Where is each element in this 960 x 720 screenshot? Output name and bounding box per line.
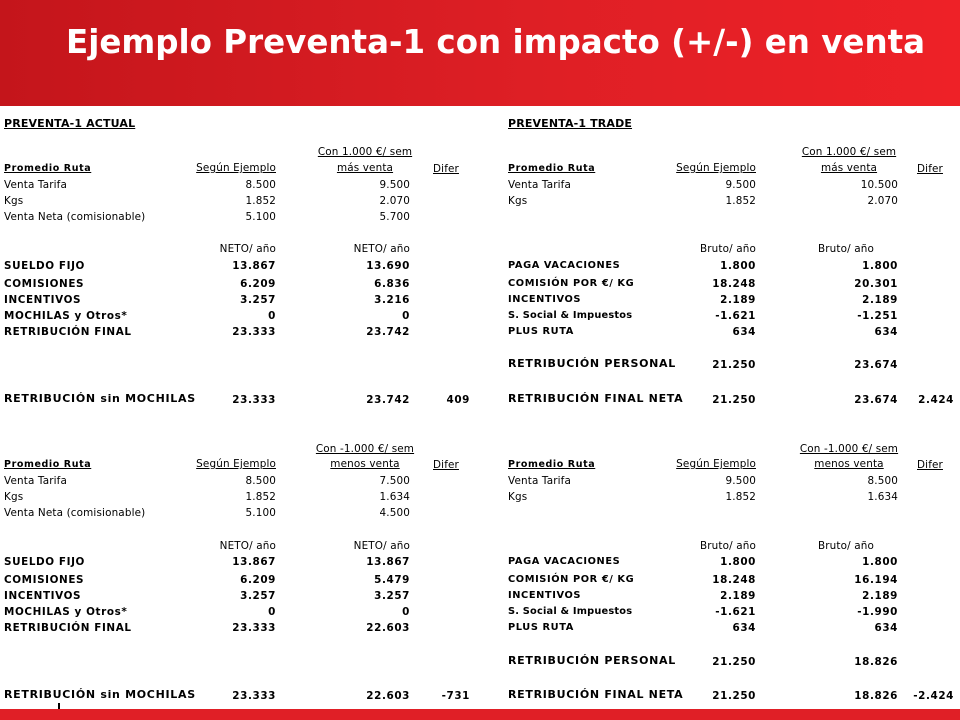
cell-value: 1.852 bbox=[245, 195, 276, 207]
row-label: INCENTIVOS bbox=[4, 294, 82, 306]
col-header-segun-ejemplo: Según Ejemplo bbox=[676, 458, 756, 470]
row-label: RETRIBUCIÓN FINAL bbox=[4, 326, 132, 338]
cell-value: 1.852 bbox=[725, 491, 756, 503]
difference-value: 2.424 bbox=[918, 394, 954, 406]
row-header-promedio-ruta: Promedio Ruta bbox=[508, 459, 596, 470]
row-label: Venta Neta (comisionable) bbox=[4, 507, 146, 519]
row-label: Kgs bbox=[508, 195, 528, 207]
personal-label: RETRIBUCIÓN PERSONAL bbox=[508, 357, 676, 370]
row-label: COMISIONES bbox=[4, 278, 85, 290]
cell-value: 18.248 bbox=[712, 574, 756, 586]
cell-value: 13.690 bbox=[366, 260, 410, 272]
cell-value: 22.603 bbox=[366, 622, 410, 634]
personal-label: RETRIBUCIÓN PERSONAL bbox=[508, 654, 676, 667]
col-header-bruto: Bruto/ año bbox=[699, 540, 756, 552]
total-label: RETRIBUCIÓN sin MOCHILAS bbox=[4, 688, 196, 701]
cell-value: 16.194 bbox=[854, 574, 898, 586]
cell-value: 18.248 bbox=[712, 278, 756, 290]
col-header-scenario-line2: menos venta bbox=[330, 458, 400, 470]
row-label: Venta Tarifa bbox=[508, 179, 571, 191]
cell-value: 1.852 bbox=[245, 491, 276, 503]
cell-value: 10.500 bbox=[860, 179, 898, 191]
row-label: MOCHILAS y Otros* bbox=[4, 310, 128, 322]
cell-value: 23.333 bbox=[232, 622, 276, 634]
cell-value: 2.070 bbox=[867, 195, 898, 207]
total-value: 22.603 bbox=[366, 690, 410, 702]
cell-value: -1.621 bbox=[715, 310, 756, 322]
col-header-difer: Difer bbox=[917, 459, 943, 471]
row-label: Venta Neta (comisionable) bbox=[4, 211, 146, 223]
col-header-segun-ejemplo: Según Ejemplo bbox=[196, 162, 276, 174]
total-value: 23.333 bbox=[232, 394, 276, 406]
cell-value: 634 bbox=[874, 622, 898, 634]
cell-value: 1.800 bbox=[720, 556, 756, 568]
bottom-band bbox=[0, 709, 960, 720]
cell-value: 2.189 bbox=[862, 294, 898, 306]
cell-value: 2.189 bbox=[720, 294, 756, 306]
cell-value: 6.836 bbox=[374, 278, 410, 290]
cell-value: 9.500 bbox=[379, 179, 410, 191]
row-label: COMISIÓN POR €/ KG bbox=[508, 574, 635, 585]
row-label: INCENTIVOS bbox=[508, 590, 582, 601]
cell-value: -1.251 bbox=[857, 310, 898, 322]
cell-value: 3.257 bbox=[240, 590, 276, 602]
cell-value: 1.634 bbox=[867, 491, 898, 503]
col-header-neto: NETO/ año bbox=[353, 243, 410, 255]
col-header-bruto: Bruto/ año bbox=[699, 243, 756, 255]
col-header-neto: NETO/ año bbox=[353, 540, 410, 552]
col-header-bruto: Bruto/ año bbox=[817, 540, 874, 552]
total-value: 23.742 bbox=[366, 394, 410, 406]
cell-value: 2.070 bbox=[379, 195, 410, 207]
cell-value: 6.209 bbox=[240, 574, 276, 586]
col-header-difer: Difer bbox=[433, 163, 459, 175]
cell-value: 5.100 bbox=[245, 507, 276, 519]
row-header-promedio-ruta: Promedio Ruta bbox=[4, 163, 92, 174]
col-header-scenario-line2: más venta bbox=[336, 162, 394, 174]
cell-value: 634 bbox=[732, 326, 756, 338]
cell-value: 1.852 bbox=[725, 195, 756, 207]
row-label: INCENTIVOS bbox=[508, 294, 582, 305]
cell-value: 2.189 bbox=[720, 590, 756, 602]
col-header-difer: Difer bbox=[433, 459, 459, 471]
cell-value: 634 bbox=[874, 326, 898, 338]
personal-value: 18.826 bbox=[854, 656, 898, 668]
row-label: SUELDO FIJO bbox=[4, 260, 85, 272]
cell-value: 9.500 bbox=[725, 475, 756, 487]
total-value: 21.250 bbox=[712, 394, 756, 406]
cell-value: 4.500 bbox=[379, 507, 410, 519]
slide-title: Ejemplo Preventa-1 con impacto (+/-) en venta bbox=[66, 23, 926, 61]
cell-value: 3.257 bbox=[374, 590, 410, 602]
cell-value: 23.333 bbox=[232, 326, 276, 338]
row-label: SUELDO FIJO bbox=[4, 556, 85, 568]
row-label: PLUS RUTA bbox=[508, 326, 574, 337]
row-label: COMISIÓN POR €/ KG bbox=[508, 278, 635, 289]
cell-value: 5.100 bbox=[245, 211, 276, 223]
col-header-neto: NETO/ año bbox=[219, 243, 276, 255]
total-value: 18.826 bbox=[854, 690, 898, 702]
col-header-scenario-line1: Con -1.000 €/ sem bbox=[799, 443, 899, 455]
personal-value: 23.674 bbox=[854, 359, 898, 371]
total-value: 23.674 bbox=[854, 394, 898, 406]
total-value: 23.333 bbox=[232, 690, 276, 702]
difference-value: 409 bbox=[446, 394, 470, 406]
row-label: PLUS RUTA bbox=[508, 622, 574, 633]
cell-value: 5.479 bbox=[374, 574, 410, 586]
row-label: COMISIONES bbox=[4, 574, 85, 586]
row-label: Kgs bbox=[4, 195, 24, 207]
difference-value: -731 bbox=[441, 690, 470, 702]
col-header-segun-ejemplo: Según Ejemplo bbox=[196, 458, 276, 470]
total-value: 21.250 bbox=[712, 690, 756, 702]
row-label: Kgs bbox=[4, 491, 24, 503]
total-label: RETRIBUCIÓN FINAL NETA bbox=[508, 688, 684, 701]
col-header-segun-ejemplo: Según Ejemplo bbox=[676, 162, 756, 174]
total-label: RETRIBUCIÓN FINAL NETA bbox=[508, 392, 684, 405]
col-header-scenario-line1: Con -1.000 €/ sem bbox=[315, 443, 415, 455]
cell-value: 23.742 bbox=[366, 326, 410, 338]
cell-value: 1.800 bbox=[862, 260, 898, 272]
cell-value: 6.209 bbox=[240, 278, 276, 290]
cell-value: 13.867 bbox=[366, 556, 410, 568]
cell-value: 3.257 bbox=[240, 294, 276, 306]
col-header-scenario-line1: Con 1.000 €/ sem bbox=[801, 146, 897, 158]
cell-value: 13.867 bbox=[232, 260, 276, 272]
row-label: INCENTIVOS bbox=[4, 590, 82, 602]
personal-value: 21.250 bbox=[712, 656, 756, 668]
cell-value: 8.500 bbox=[867, 475, 898, 487]
cell-value: 8.500 bbox=[245, 475, 276, 487]
col-header-difer: Difer bbox=[917, 163, 943, 175]
cell-value: 0 bbox=[402, 606, 410, 618]
cell-value: 3.216 bbox=[374, 294, 410, 306]
cell-value: 20.301 bbox=[854, 278, 898, 290]
cell-value: 0 bbox=[268, 606, 276, 618]
col-header-bruto: Bruto/ año bbox=[817, 243, 874, 255]
section-title-actual: PREVENTA-1 ACTUAL bbox=[4, 117, 136, 130]
cell-value: 1.800 bbox=[720, 260, 756, 272]
row-label: MOCHILAS y Otros* bbox=[4, 606, 128, 618]
row-label: PAGA VACACIONES bbox=[508, 556, 621, 567]
cell-value: 0 bbox=[402, 310, 410, 322]
cell-value: 1.800 bbox=[862, 556, 898, 568]
cell-value: 634 bbox=[732, 622, 756, 634]
row-label: S. Social & Impuestos bbox=[508, 310, 633, 321]
cell-value: 7.500 bbox=[379, 475, 410, 487]
row-header-promedio-ruta: Promedio Ruta bbox=[4, 459, 92, 470]
col-header-scenario-line1: Con 1.000 €/ sem bbox=[317, 146, 413, 158]
cell-value: 8.500 bbox=[245, 179, 276, 191]
col-header-scenario-line2: menos venta bbox=[814, 458, 884, 470]
col-header-neto: NETO/ año bbox=[219, 540, 276, 552]
row-label: Kgs bbox=[508, 491, 528, 503]
cell-value: 13.867 bbox=[232, 556, 276, 568]
row-header-promedio-ruta: Promedio Ruta bbox=[508, 163, 596, 174]
row-label: Venta Tarifa bbox=[4, 179, 67, 191]
cell-value: 5.700 bbox=[379, 211, 410, 223]
cell-value: -1.990 bbox=[857, 606, 898, 618]
cell-value: 2.189 bbox=[862, 590, 898, 602]
cell-value: 0 bbox=[268, 310, 276, 322]
row-label: Venta Tarifa bbox=[508, 475, 571, 487]
row-label: Venta Tarifa bbox=[4, 475, 67, 487]
section-title-trade: PREVENTA-1 TRADE bbox=[508, 117, 633, 130]
cell-value: 1.634 bbox=[379, 491, 410, 503]
difference-value: -2.424 bbox=[913, 690, 954, 702]
personal-value: 21.250 bbox=[712, 359, 756, 371]
total-label: RETRIBUCIÓN sin MOCHILAS bbox=[4, 392, 196, 405]
row-label: PAGA VACACIONES bbox=[508, 260, 621, 271]
col-header-scenario-line2: más venta bbox=[820, 162, 878, 174]
row-label: RETRIBUCIÓN FINAL bbox=[4, 622, 132, 634]
cell-value: 9.500 bbox=[725, 179, 756, 191]
row-label: S. Social & Impuestos bbox=[508, 606, 633, 617]
cell-value: -1.621 bbox=[715, 606, 756, 618]
